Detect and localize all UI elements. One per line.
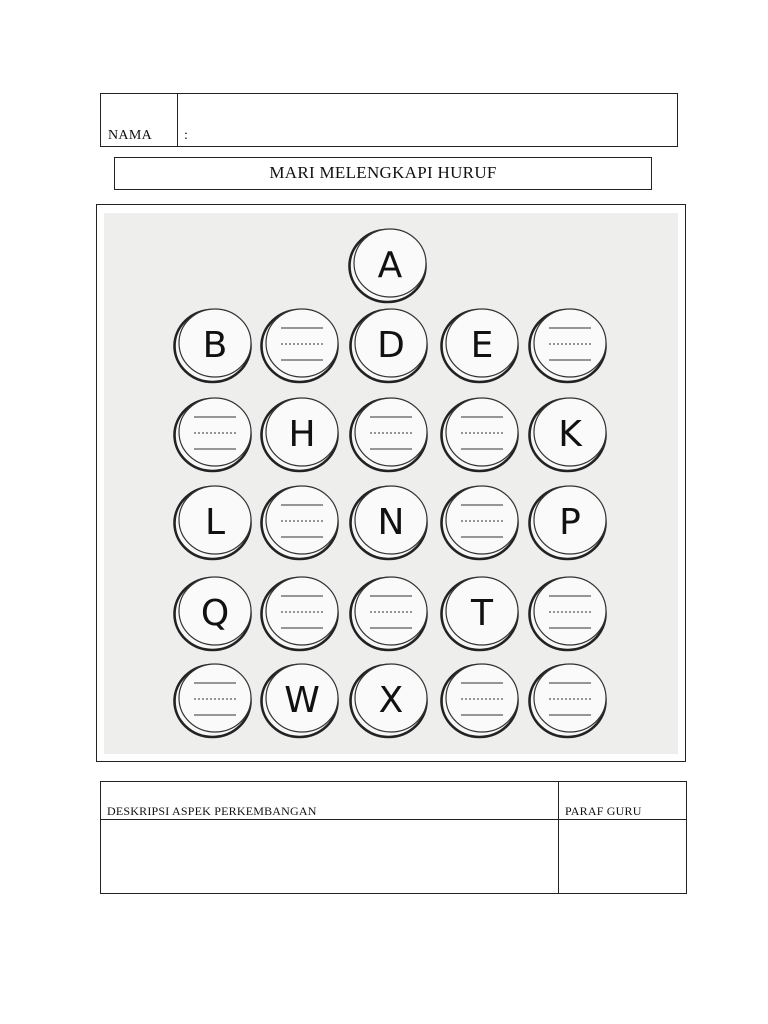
letter-bubble-w — [258, 658, 344, 740]
blank-letter-bubble[interactable] — [258, 480, 344, 562]
bubble-letter: K — [558, 414, 582, 455]
bubble-letter: T — [471, 593, 493, 634]
bubble-letter: D — [377, 325, 405, 366]
signature-header: PARAF GURU — [565, 804, 642, 818]
table-header-divider — [101, 819, 686, 820]
letter-bubble-l — [171, 480, 257, 562]
blank-letter-bubble[interactable] — [347, 392, 433, 474]
blank-letter-bubble[interactable] — [171, 658, 257, 740]
letter-bubble-t — [438, 571, 524, 653]
blank-letter-bubble[interactable] — [526, 658, 612, 740]
bubble-letter: P — [559, 502, 581, 543]
bubble-letter: B — [202, 325, 228, 366]
blank-letter-bubble[interactable] — [438, 480, 524, 562]
bubble-letter: Q — [200, 593, 230, 634]
bubble-letter: L — [204, 502, 226, 543]
blank-letter-bubble[interactable] — [171, 392, 257, 474]
blank-letter-bubble[interactable] — [438, 658, 524, 740]
letter-bubble-a — [346, 223, 432, 305]
bubble-letter: A — [377, 245, 403, 286]
bubble-letter: E — [470, 325, 494, 366]
letter-bubble-k — [526, 392, 612, 474]
assessment-table — [100, 781, 687, 894]
bubble-letter: H — [288, 414, 316, 455]
worksheet-title-box — [114, 157, 652, 190]
activity-frame — [96, 204, 686, 762]
worksheet-title: MARI MELENGKAPI HURUF — [269, 163, 497, 182]
name-divider — [177, 94, 178, 146]
letter-bubble-b — [171, 303, 257, 385]
blank-letter-bubble[interactable] — [526, 571, 612, 653]
name-field-box — [100, 93, 678, 147]
bubble-letter: X — [378, 680, 404, 721]
name-label: NAMA — [108, 128, 152, 143]
blank-letter-bubble[interactable] — [526, 303, 612, 385]
letter-bubble-x — [347, 658, 433, 740]
blank-letter-bubble[interactable] — [438, 392, 524, 474]
bubble-letter: W — [284, 680, 320, 721]
name-input-area[interactable]: : — [184, 128, 188, 143]
blank-letter-bubble[interactable] — [347, 571, 433, 653]
letter-bubble-n — [347, 480, 433, 562]
bubble-letter: N — [377, 502, 405, 543]
blank-letter-bubble[interactable] — [258, 303, 344, 385]
letter-bubble-h — [258, 392, 344, 474]
description-header: DESKRIPSI ASPEK PERKEMBANGAN — [107, 804, 317, 818]
letter-bubble-e — [438, 303, 524, 385]
letter-bubble-q — [171, 571, 257, 653]
table-column-divider — [558, 782, 559, 893]
letter-bubble-p — [526, 480, 612, 562]
letter-bubble-d — [347, 303, 433, 385]
blank-letter-bubble[interactable] — [258, 571, 344, 653]
